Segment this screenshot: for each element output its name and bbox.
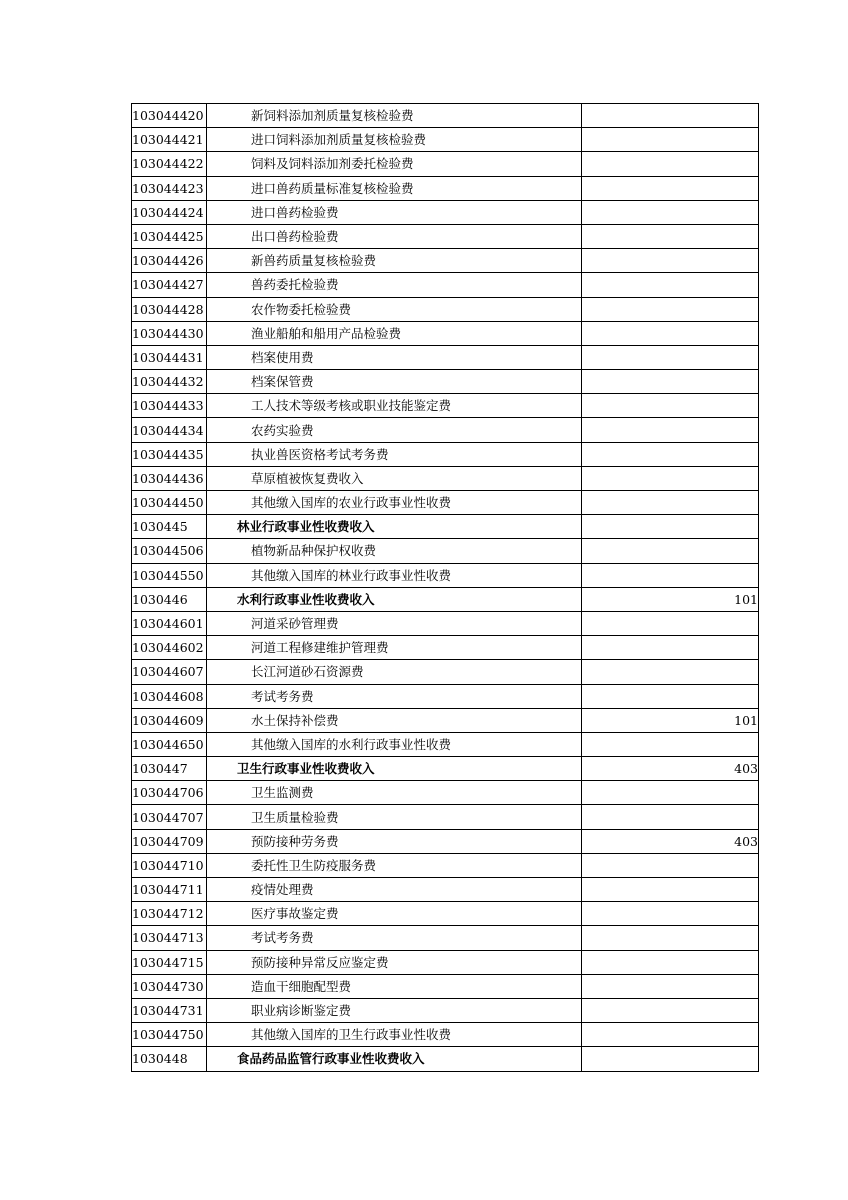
subject-name-cell: 考试考务费 <box>207 926 582 950</box>
subject-name-cell: 医疗事故鉴定费 <box>207 902 582 926</box>
subject-name-cell: 工人技术等级考核或职业技能鉴定费 <box>207 394 582 418</box>
amount-cell <box>582 224 759 248</box>
subject-code-cell: 103044450 <box>132 491 207 515</box>
subject-code-cell: 103044425 <box>132 224 207 248</box>
subject-code-cell: 103044608 <box>132 684 207 708</box>
amount-cell <box>582 926 759 950</box>
subject-code-cell: 1030445 <box>132 515 207 539</box>
subject-code-cell: 103044711 <box>132 878 207 902</box>
amount-cell <box>582 781 759 805</box>
amount-cell <box>582 660 759 684</box>
table-row <box>132 611 759 635</box>
amount-cell <box>582 297 759 321</box>
table-row <box>132 926 759 950</box>
amount-cell <box>582 418 759 442</box>
table-row <box>132 636 759 660</box>
subject-code-cell: 103044435 <box>132 442 207 466</box>
subject-code-cell: 103044602 <box>132 636 207 660</box>
subject-name-cell: 造血干细胞配型费 <box>207 974 582 998</box>
subject-name-cell: 执业兽医资格考试考务费 <box>207 442 582 466</box>
table-row <box>132 950 759 974</box>
table-row <box>132 1023 759 1047</box>
subject-name-cell: 其他缴入国库的农业行政事业性收费 <box>207 491 582 515</box>
subject-name-cell: 兽药委托检验费 <box>207 273 582 297</box>
subject-code-cell: 103044550 <box>132 563 207 587</box>
table-row <box>132 539 759 563</box>
subject-code-cell: 1030448 <box>132 1047 207 1071</box>
table-row <box>132 200 759 224</box>
amount-cell <box>582 563 759 587</box>
table-row <box>132 442 759 466</box>
amount-cell <box>582 176 759 200</box>
table-row <box>132 781 759 805</box>
subject-name-cell: 其他缴入国库的林业行政事业性收费 <box>207 563 582 587</box>
amount-cell <box>582 1047 759 1071</box>
table-row <box>132 466 759 490</box>
table-row <box>132 321 759 345</box>
category-row <box>132 515 759 539</box>
subject-code-cell: 103044601 <box>132 611 207 635</box>
table-row <box>132 805 759 829</box>
table-row <box>132 491 759 515</box>
subject-code-cell: 103044423 <box>132 176 207 200</box>
subject-name-cell: 河道工程修建维护管理费 <box>207 636 582 660</box>
amount-cell <box>582 491 759 515</box>
table-row <box>132 394 759 418</box>
amount-cell <box>582 321 759 345</box>
subject-code-cell: 103044434 <box>132 418 207 442</box>
amount-cell: 101 <box>582 587 759 611</box>
subject-name-cell: 卫生质量检验费 <box>207 805 582 829</box>
subject-code-cell: 103044428 <box>132 297 207 321</box>
subject-code-cell: 103044650 <box>132 732 207 756</box>
table-row <box>132 998 759 1022</box>
amount-cell <box>582 515 759 539</box>
subject-code-cell: 103044506 <box>132 539 207 563</box>
amount-cell <box>582 611 759 635</box>
amount-cell <box>582 104 759 128</box>
amount-cell <box>582 853 759 877</box>
subject-code-cell: 103044426 <box>132 249 207 273</box>
subject-code-cell: 103044422 <box>132 152 207 176</box>
subject-name-cell: 植物新品种保护权收费 <box>207 539 582 563</box>
subject-code-cell: 103044607 <box>132 660 207 684</box>
subject-code-cell: 103044750 <box>132 1023 207 1047</box>
subject-code-cell: 103044427 <box>132 273 207 297</box>
subject-name-cell: 河道采砂管理费 <box>207 611 582 635</box>
subject-name-cell: 食品药品监管行政事业性收费收入 <box>207 1047 582 1071</box>
amount-cell <box>582 442 759 466</box>
subject-name-cell: 进口兽药检验费 <box>207 200 582 224</box>
subject-name-cell: 档案保管费 <box>207 370 582 394</box>
subject-code-cell: 103044431 <box>132 345 207 369</box>
table-row <box>132 128 759 152</box>
table-row <box>132 708 759 732</box>
subject-code-cell: 103044712 <box>132 902 207 926</box>
subject-code-cell: 103044713 <box>132 926 207 950</box>
subject-name-cell: 委托性卫生防疫服务费 <box>207 853 582 877</box>
subject-code-cell: 103044432 <box>132 370 207 394</box>
subject-code-cell: 103044436 <box>132 466 207 490</box>
subject-name-cell: 考试考务费 <box>207 684 582 708</box>
subject-code-cell: 1030447 <box>132 757 207 781</box>
amount-cell <box>582 974 759 998</box>
amount-cell <box>582 1023 759 1047</box>
subject-code-cell: 103044424 <box>132 200 207 224</box>
amount-cell <box>582 345 759 369</box>
subject-code-cell: 103044731 <box>132 998 207 1022</box>
subject-code-cell: 103044707 <box>132 805 207 829</box>
subject-name-cell: 草原植被恢复费收入 <box>207 466 582 490</box>
table-row <box>132 176 759 200</box>
subject-name-cell: 档案使用费 <box>207 345 582 369</box>
subject-name-cell: 出口兽药检验费 <box>207 224 582 248</box>
amount-cell <box>582 539 759 563</box>
table-row <box>132 974 759 998</box>
amount-cell: 403 <box>582 757 759 781</box>
subject-code-cell: 103044710 <box>132 853 207 877</box>
table-row <box>132 104 759 128</box>
table-row <box>132 732 759 756</box>
table-row <box>132 297 759 321</box>
subject-name-cell: 其他缴入国库的卫生行政事业性收费 <box>207 1023 582 1047</box>
subject-code-cell: 1030446 <box>132 587 207 611</box>
subject-code-cell: 103044715 <box>132 950 207 974</box>
table-row <box>132 249 759 273</box>
subject-code-cell: 103044430 <box>132 321 207 345</box>
subject-name-cell: 渔业船舶和船用产品检验费 <box>207 321 582 345</box>
subject-name-cell: 新饲料添加剂质量复核检验费 <box>207 104 582 128</box>
amount-cell <box>582 902 759 926</box>
amount-cell <box>582 878 759 902</box>
subject-code-cell: 103044706 <box>132 781 207 805</box>
table-row <box>132 829 759 853</box>
subject-name-cell: 卫生行政事业性收费收入 <box>207 757 582 781</box>
subject-name-cell: 预防接种劳务费 <box>207 829 582 853</box>
subject-name-cell: 进口兽药质量标准复核检验费 <box>207 176 582 200</box>
subject-name-cell: 林业行政事业性收费收入 <box>207 515 582 539</box>
subject-name-cell: 饲料及饲料添加剂委托检验费 <box>207 152 582 176</box>
table-row <box>132 853 759 877</box>
subject-name-cell: 长江河道砂石资源费 <box>207 660 582 684</box>
amount-cell <box>582 805 759 829</box>
amount-cell <box>582 684 759 708</box>
amount-cell: 101 <box>582 708 759 732</box>
amount-cell <box>582 950 759 974</box>
subject-code-cell: 103044609 <box>132 708 207 732</box>
amount-cell <box>582 636 759 660</box>
category-row <box>132 1047 759 1071</box>
amount-cell <box>582 152 759 176</box>
revenue-code-table <box>131 103 759 1072</box>
subject-name-cell: 其他缴入国库的水利行政事业性收费 <box>207 732 582 756</box>
amount-cell <box>582 128 759 152</box>
table-row <box>132 902 759 926</box>
table-row <box>132 345 759 369</box>
subject-name-cell: 进口饲料添加剂质量复核检验费 <box>207 128 582 152</box>
amount-cell <box>582 249 759 273</box>
subject-code-cell: 103044421 <box>132 128 207 152</box>
table-row <box>132 224 759 248</box>
subject-name-cell: 预防接种异常反应鉴定费 <box>207 950 582 974</box>
subject-name-cell: 新兽药质量复核检验费 <box>207 249 582 273</box>
amount-cell <box>582 394 759 418</box>
category-row <box>132 587 759 611</box>
subject-name-cell: 农药实验费 <box>207 418 582 442</box>
table-row <box>132 660 759 684</box>
table-body <box>132 104 759 1072</box>
table-row <box>132 370 759 394</box>
subject-name-cell: 卫生监测费 <box>207 781 582 805</box>
table-row <box>132 684 759 708</box>
table-row <box>132 563 759 587</box>
subject-name-cell: 职业病诊断鉴定费 <box>207 998 582 1022</box>
amount-cell <box>582 998 759 1022</box>
subject-name-cell: 农作物委托检验费 <box>207 297 582 321</box>
amount-cell <box>582 200 759 224</box>
subject-code-cell: 103044420 <box>132 104 207 128</box>
amount-cell <box>582 466 759 490</box>
subject-code-cell: 103044709 <box>132 829 207 853</box>
subject-name-cell: 水土保持补偿费 <box>207 708 582 732</box>
category-row <box>132 757 759 781</box>
amount-cell <box>582 370 759 394</box>
table-row <box>132 152 759 176</box>
amount-cell: 403 <box>582 829 759 853</box>
subject-code-cell: 103044433 <box>132 394 207 418</box>
table-row <box>132 418 759 442</box>
table-row <box>132 273 759 297</box>
subject-name-cell: 疫情处理费 <box>207 878 582 902</box>
amount-cell <box>582 273 759 297</box>
subject-name-cell: 水利行政事业性收费收入 <box>207 587 582 611</box>
amount-cell <box>582 732 759 756</box>
subject-code-cell: 103044730 <box>132 974 207 998</box>
table-row <box>132 878 759 902</box>
